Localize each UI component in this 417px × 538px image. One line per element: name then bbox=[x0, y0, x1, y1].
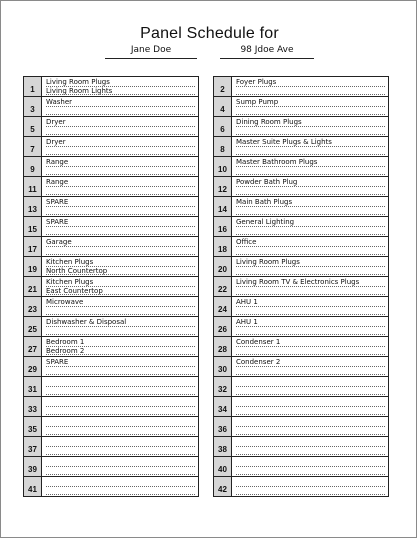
circuit-description[interactable] bbox=[42, 417, 198, 436]
dotted-rule bbox=[46, 494, 195, 495]
dotted-rule bbox=[236, 466, 385, 467]
circuit-number: 10 bbox=[214, 157, 232, 176]
circuit-description[interactable] bbox=[232, 277, 388, 296]
circuit-number: 36 bbox=[214, 417, 232, 436]
circuit-number: 27 bbox=[24, 337, 42, 356]
dotted-rule bbox=[46, 286, 195, 287]
circuit-description[interactable] bbox=[232, 297, 388, 316]
circuit-row bbox=[24, 257, 198, 277]
dotted-rule bbox=[46, 166, 195, 167]
circuit-row bbox=[24, 417, 198, 437]
circuit-description[interactable] bbox=[42, 457, 198, 476]
dotted-rule bbox=[46, 426, 195, 427]
circuit-description[interactable] bbox=[42, 97, 198, 116]
circuit-description[interactable] bbox=[232, 457, 388, 476]
circuit-row bbox=[214, 437, 388, 457]
dotted-rule bbox=[46, 454, 195, 455]
dotted-rule bbox=[46, 474, 195, 475]
dotted-rule bbox=[46, 466, 195, 467]
circuit-description[interactable] bbox=[42, 137, 198, 156]
circuit-row bbox=[24, 97, 198, 117]
circuit-row bbox=[24, 217, 198, 237]
dotted-rule bbox=[46, 246, 195, 247]
circuit-number: 22 bbox=[214, 277, 232, 296]
circuit-number: 18 bbox=[214, 237, 232, 256]
circuit-row bbox=[214, 337, 388, 357]
circuit-number: 9 bbox=[24, 157, 42, 176]
circuit-number: 20 bbox=[214, 257, 232, 276]
circuit-description[interactable] bbox=[232, 257, 388, 276]
circuit-row bbox=[24, 137, 198, 157]
circuit-label-line1: Foyer Plugs bbox=[236, 78, 277, 86]
circuit-description[interactable] bbox=[232, 77, 388, 96]
circuit-description[interactable] bbox=[232, 197, 388, 216]
circuit-description[interactable] bbox=[42, 377, 198, 396]
dotted-rule bbox=[236, 314, 385, 315]
circuit-label-line1: Dryer bbox=[46, 138, 66, 146]
dotted-rule bbox=[236, 366, 385, 367]
circuit-number: 30 bbox=[214, 357, 232, 376]
circuit-row bbox=[24, 297, 198, 317]
dotted-rule bbox=[236, 426, 385, 427]
circuit-row bbox=[24, 377, 198, 397]
dotted-rule bbox=[236, 486, 385, 487]
circuit-number: 8 bbox=[214, 137, 232, 156]
circuit-number: 35 bbox=[24, 417, 42, 436]
dotted-rule bbox=[236, 194, 385, 195]
owner-name-field[interactable]: Jane Doe bbox=[105, 43, 197, 59]
circuit-number: 17 bbox=[24, 237, 42, 256]
dotted-rule bbox=[236, 174, 385, 175]
circuit-label-line1: Range bbox=[46, 158, 69, 166]
circuit-label-line1: Kitchen Plugs bbox=[46, 278, 94, 286]
page-title: Panel Schedule for bbox=[140, 25, 279, 42]
dotted-rule bbox=[46, 326, 195, 327]
dotted-rule bbox=[236, 146, 385, 147]
address-field[interactable]: 98 Jdoe Ave bbox=[220, 43, 314, 59]
circuit-description[interactable] bbox=[232, 477, 388, 496]
dotted-rule bbox=[46, 214, 195, 215]
circuit-label-line1: Powder Bath Plug bbox=[236, 178, 298, 186]
dotted-rule bbox=[236, 166, 385, 167]
circuit-description[interactable] bbox=[42, 357, 198, 376]
circuit-description[interactable] bbox=[42, 257, 198, 276]
circuit-description[interactable] bbox=[232, 417, 388, 436]
dotted-rule bbox=[46, 226, 195, 227]
circuit-number: 3 bbox=[24, 97, 42, 116]
dotted-rule bbox=[46, 114, 195, 115]
circuit-description[interactable] bbox=[232, 177, 388, 196]
circuit-description[interactable] bbox=[42, 237, 198, 256]
circuit-number: 21 bbox=[24, 277, 42, 296]
circuit-description[interactable] bbox=[42, 277, 198, 296]
circuit-row bbox=[24, 337, 198, 357]
circuit-row bbox=[24, 397, 198, 417]
circuit-row bbox=[24, 197, 198, 217]
circuit-number: 1 bbox=[24, 77, 42, 96]
dotted-rule bbox=[46, 434, 195, 435]
circuit-label-line2: East Countertop bbox=[46, 287, 103, 295]
circuit-description[interactable] bbox=[232, 377, 388, 396]
circuit-label-line1: Living Room Plugs bbox=[46, 78, 110, 86]
odd-circuits-column bbox=[23, 76, 199, 497]
dotted-rule bbox=[236, 246, 385, 247]
circuit-label-line1: Office bbox=[236, 238, 257, 246]
circuit-description[interactable] bbox=[232, 137, 388, 156]
circuit-number: 5 bbox=[24, 117, 42, 136]
circuit-row bbox=[214, 137, 388, 157]
dotted-rule bbox=[236, 266, 385, 267]
dotted-rule bbox=[236, 86, 385, 87]
dotted-rule bbox=[236, 186, 385, 187]
circuit-number: 32 bbox=[214, 377, 232, 396]
circuit-number: 11 bbox=[24, 177, 42, 196]
circuit-number: 13 bbox=[24, 197, 42, 216]
circuit-description[interactable] bbox=[42, 197, 198, 216]
dotted-rule bbox=[236, 394, 385, 395]
circuit-label-line1: Living Room Plugs bbox=[236, 258, 300, 266]
circuit-description[interactable] bbox=[232, 217, 388, 236]
circuit-row bbox=[214, 297, 388, 317]
dotted-rule bbox=[236, 206, 385, 207]
dotted-rule bbox=[46, 374, 195, 375]
dotted-rule bbox=[236, 126, 385, 127]
circuit-description[interactable] bbox=[42, 397, 198, 416]
circuit-label-line1: Dryer bbox=[46, 118, 66, 126]
dotted-rule bbox=[236, 354, 385, 355]
dotted-rule bbox=[46, 334, 195, 335]
circuit-number: 38 bbox=[214, 437, 232, 456]
dotted-rule bbox=[236, 434, 385, 435]
circuit-number: 42 bbox=[214, 477, 232, 496]
circuit-row bbox=[214, 77, 388, 97]
circuit-label-line1: Garage bbox=[46, 238, 72, 246]
circuit-row bbox=[214, 217, 388, 237]
dotted-rule bbox=[236, 494, 385, 495]
circuit-number: 2 bbox=[214, 77, 232, 96]
dotted-rule bbox=[46, 154, 195, 155]
dotted-rule bbox=[46, 126, 195, 127]
dotted-rule bbox=[46, 414, 195, 415]
circuit-row bbox=[214, 197, 388, 217]
circuit-description[interactable] bbox=[232, 437, 388, 456]
circuit-label-line2: North Countertop bbox=[46, 267, 108, 275]
circuit-label-line1: Kitchen Plugs bbox=[46, 258, 94, 266]
dotted-rule bbox=[46, 446, 195, 447]
circuit-row bbox=[214, 237, 388, 257]
dotted-rule bbox=[236, 154, 385, 155]
dotted-rule bbox=[46, 206, 195, 207]
circuit-description[interactable] bbox=[232, 97, 388, 116]
circuit-number: 4 bbox=[214, 97, 232, 116]
dotted-rule bbox=[46, 294, 195, 295]
circuit-label-line1: Sump Pump bbox=[236, 98, 279, 106]
dotted-rule bbox=[236, 414, 385, 415]
circuit-row bbox=[214, 477, 388, 496]
circuit-number: 39 bbox=[24, 457, 42, 476]
dotted-rule bbox=[236, 306, 385, 307]
dotted-rule bbox=[236, 326, 385, 327]
dotted-rule bbox=[236, 294, 385, 295]
dotted-rule bbox=[236, 386, 385, 387]
circuit-number: 31 bbox=[24, 377, 42, 396]
dotted-rule bbox=[236, 106, 385, 107]
circuit-row bbox=[214, 317, 388, 337]
circuit-description[interactable] bbox=[232, 357, 388, 376]
circuit-row bbox=[214, 257, 388, 277]
circuit-description[interactable] bbox=[232, 317, 388, 336]
dotted-rule bbox=[46, 234, 195, 235]
circuit-row bbox=[214, 417, 388, 437]
circuit-number: 34 bbox=[214, 397, 232, 416]
circuit-label-line2: Bedroom 2 bbox=[46, 347, 85, 355]
dotted-rule bbox=[46, 386, 195, 387]
circuit-label-line1: Microwave bbox=[46, 298, 84, 306]
dotted-rule bbox=[236, 346, 385, 347]
dotted-rule bbox=[236, 274, 385, 275]
circuit-label-line1: AHU 1 bbox=[236, 298, 258, 306]
circuit-row bbox=[214, 457, 388, 477]
circuit-description[interactable] bbox=[232, 237, 388, 256]
dotted-rule bbox=[46, 134, 195, 135]
dotted-rule bbox=[46, 274, 195, 275]
circuit-number: 25 bbox=[24, 317, 42, 336]
circuit-row bbox=[214, 157, 388, 177]
circuit-number: 41 bbox=[24, 477, 42, 496]
circuit-description[interactable] bbox=[42, 77, 198, 96]
dotted-rule bbox=[46, 306, 195, 307]
circuit-number: 15 bbox=[24, 217, 42, 236]
circuit-number: 16 bbox=[214, 217, 232, 236]
circuit-label-line1: Dishwasher & Disposal bbox=[46, 318, 127, 326]
circuit-row bbox=[24, 237, 198, 257]
circuit-number: 33 bbox=[24, 397, 42, 416]
dotted-rule bbox=[236, 94, 385, 95]
circuit-description[interactable] bbox=[232, 117, 388, 136]
circuit-label-line1: Master Bathroom Plugs bbox=[236, 158, 318, 166]
dotted-rule bbox=[46, 314, 195, 315]
circuit-number: 23 bbox=[24, 297, 42, 316]
circuit-label-line2: Living Room Lights bbox=[46, 87, 113, 95]
circuit-description[interactable] bbox=[232, 337, 388, 356]
circuit-row bbox=[214, 397, 388, 417]
dotted-rule bbox=[46, 354, 195, 355]
circuit-number: 40 bbox=[214, 457, 232, 476]
circuit-label-line1: SPARE bbox=[46, 218, 69, 226]
circuit-row bbox=[24, 457, 198, 477]
circuit-row bbox=[24, 77, 198, 97]
dotted-rule bbox=[46, 254, 195, 255]
circuit-description[interactable] bbox=[232, 157, 388, 176]
circuit-number: 37 bbox=[24, 437, 42, 456]
dotted-rule bbox=[236, 234, 385, 235]
circuit-description[interactable] bbox=[42, 157, 198, 176]
dotted-rule bbox=[46, 394, 195, 395]
circuit-description[interactable] bbox=[42, 297, 198, 316]
circuit-description[interactable] bbox=[42, 217, 198, 236]
circuit-row bbox=[24, 477, 198, 496]
dotted-rule bbox=[236, 446, 385, 447]
circuit-label-line1: Washer bbox=[46, 98, 73, 106]
dotted-rule bbox=[236, 454, 385, 455]
circuit-number: 29 bbox=[24, 357, 42, 376]
circuit-label-line1: Range bbox=[46, 178, 69, 186]
circuit-label-line1: Main Bath Plugs bbox=[236, 198, 293, 206]
dotted-rule bbox=[236, 406, 385, 407]
dotted-rule bbox=[236, 334, 385, 335]
dotted-rule bbox=[236, 474, 385, 475]
circuit-description[interactable] bbox=[42, 117, 198, 136]
circuit-number: 7 bbox=[24, 137, 42, 156]
dotted-rule bbox=[236, 134, 385, 135]
circuit-label-line1: Bedroom 1 bbox=[46, 338, 85, 346]
circuit-number: 24 bbox=[214, 297, 232, 316]
dotted-rule bbox=[46, 346, 195, 347]
circuit-description[interactable] bbox=[232, 397, 388, 416]
circuit-description[interactable] bbox=[42, 437, 198, 456]
dotted-rule bbox=[236, 214, 385, 215]
circuit-row bbox=[214, 177, 388, 197]
dotted-rule bbox=[46, 174, 195, 175]
circuit-label-line1: SPARE bbox=[46, 358, 69, 366]
circuit-label-line1: Living Room TV & Electronics Plugs bbox=[236, 278, 360, 286]
circuit-row bbox=[24, 117, 198, 137]
circuit-row bbox=[214, 277, 388, 297]
dotted-rule bbox=[236, 114, 385, 115]
dotted-rule bbox=[46, 486, 195, 487]
circuit-number: 6 bbox=[214, 117, 232, 136]
dotted-rule bbox=[46, 406, 195, 407]
dotted-rule bbox=[236, 286, 385, 287]
circuit-number: 14 bbox=[214, 197, 232, 216]
dotted-rule bbox=[236, 226, 385, 227]
circuit-number: 26 bbox=[214, 317, 232, 336]
dotted-rule bbox=[46, 366, 195, 367]
dotted-rule bbox=[46, 86, 195, 87]
circuit-row bbox=[24, 157, 198, 177]
dotted-rule bbox=[46, 194, 195, 195]
circuit-description[interactable] bbox=[42, 177, 198, 196]
circuit-label-line1: Dining Room Plugs bbox=[236, 118, 302, 126]
circuit-label-line1: Master Suite Plugs & Lights bbox=[236, 138, 332, 146]
circuit-description[interactable] bbox=[42, 337, 198, 356]
circuit-label-line1: Condenser 1 bbox=[236, 338, 281, 346]
circuit-number: 28 bbox=[214, 337, 232, 356]
circuit-label-line1: AHU 1 bbox=[236, 318, 258, 326]
dotted-rule bbox=[46, 94, 195, 95]
even-circuits-column bbox=[213, 76, 389, 497]
dotted-rule bbox=[46, 106, 195, 107]
circuit-row bbox=[214, 117, 388, 137]
dotted-rule bbox=[46, 186, 195, 187]
circuit-row bbox=[214, 357, 388, 377]
circuit-row bbox=[24, 357, 198, 377]
circuit-row bbox=[214, 377, 388, 397]
circuit-row bbox=[24, 177, 198, 197]
dotted-rule bbox=[46, 146, 195, 147]
circuit-row bbox=[24, 277, 198, 297]
circuit-label-line1: Condenser 2 bbox=[236, 358, 281, 366]
circuit-number: 19 bbox=[24, 257, 42, 276]
dotted-rule bbox=[46, 266, 195, 267]
circuit-number: 12 bbox=[214, 177, 232, 196]
dotted-rule bbox=[236, 254, 385, 255]
circuit-row bbox=[214, 97, 388, 117]
circuit-row bbox=[24, 317, 198, 337]
circuit-description[interactable] bbox=[42, 317, 198, 336]
dotted-rule bbox=[236, 374, 385, 375]
circuit-label-line1: General Lighting bbox=[236, 218, 295, 226]
circuit-label-line1: SPARE bbox=[46, 198, 69, 206]
circuit-row bbox=[24, 437, 198, 457]
circuit-description[interactable] bbox=[42, 477, 198, 496]
